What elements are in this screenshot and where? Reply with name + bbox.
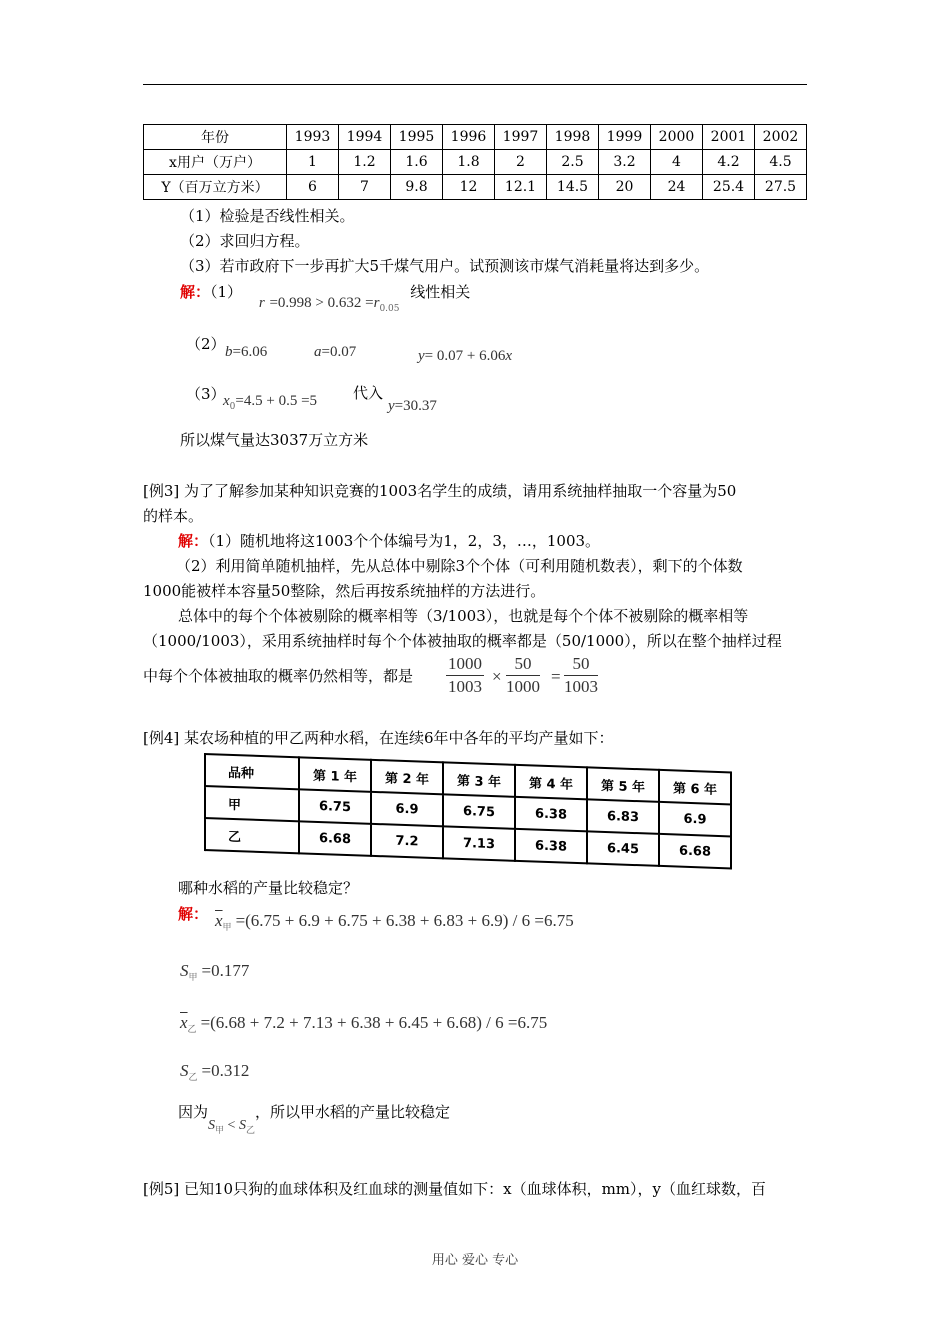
math-expr: =0.07 [321, 344, 357, 360]
math-var: b [225, 344, 233, 360]
conclusion-text: 因为 [178, 1103, 209, 1121]
math-var: x [223, 393, 230, 409]
table-cell: 7.13 [443, 826, 515, 861]
fraction-2 [506, 654, 540, 697]
page-footer: 用心 爱心 专心 [431, 1253, 519, 1268]
table-cell: 2.5 [547, 150, 599, 175]
conclusion-text: ，所以甲水稻的产量比较稳定 [254, 1103, 450, 1121]
table-cell: 1.2 [339, 150, 391, 175]
math-expr: =0.998 > 0.632 = [269, 295, 374, 311]
math-expr: =(6.75 + 6.9 + 6.75 + 6.38 + 6.83 + 6.9) / 6 =6.75 [235, 911, 574, 930]
answer-number: （1） [210, 283, 243, 301]
example-3-line-2: 的样本。 [143, 507, 204, 525]
inequality [208, 1117, 255, 1136]
table-cell: 1996 [443, 125, 495, 150]
table-cell: 12.1 [495, 175, 547, 200]
table-cell: 1.6 [391, 150, 443, 175]
table-cell: 6.9 [659, 802, 731, 837]
table-row [144, 175, 807, 200]
example-3-para-1: 总体中的每个个体被剔除的概率相等（3/1003），也就是每个个体不被剔除的概率相等 [178, 607, 749, 625]
table-cell: 1999 [599, 125, 651, 150]
math-expr: =30.37 [394, 398, 437, 414]
times-sign: × [492, 667, 502, 686]
table-cell: 第 2 年 [371, 760, 443, 795]
fraction-3 [564, 654, 598, 697]
example-3-step-2a: （2）利用简单随机抽样，先从总体中剔除3个个体（可利用随机数表），剩下的个体数 [176, 557, 743, 575]
table-cell: 甲 [205, 786, 299, 821]
rice-yield-table-image [204, 753, 734, 876]
table-cell: 7 [339, 175, 391, 200]
math-var: y [388, 398, 395, 414]
question-2: （2）求回归方程。 [180, 232, 310, 250]
formula-r [258, 293, 404, 314]
math-var: S [180, 961, 189, 980]
solution-label [178, 903, 208, 924]
table-cell: 27.5 [755, 175, 807, 200]
fraction-1 [446, 654, 484, 697]
table-cell: 6.9 [371, 792, 443, 827]
fraction-denominator: 1003 [448, 677, 482, 696]
math-var: S [238, 1118, 246, 1133]
math-sub: 甲 [215, 1126, 225, 1136]
fraction-denominator: 1000 [506, 677, 540, 696]
math-expr: =0.177 [201, 961, 250, 980]
answer-2-number: （2） [186, 335, 226, 353]
math-expr: =4.5 + 0.5 =5 [235, 393, 318, 409]
table-cell: 1995 [391, 125, 443, 150]
table-cell: x用户（万户） [144, 150, 287, 175]
math-sub: 0.05 [379, 304, 400, 314]
table-cell: 24 [651, 175, 703, 200]
math-var: $\overline{x}$ [180, 1013, 188, 1032]
example-4-question: 哪种水稻的产量比较稳定？ [178, 879, 359, 897]
math-var: a [314, 344, 322, 360]
formula-y-result [388, 396, 437, 415]
math-expr: < [224, 1118, 239, 1133]
table-cell: 2000 [651, 125, 703, 150]
math-sub: 甲 [222, 923, 232, 933]
solution-label: 解： [180, 283, 211, 301]
formula-a [314, 342, 356, 361]
table-cell: 9.8 [391, 175, 443, 200]
example-3-step-1 [178, 530, 600, 551]
table-cell: 6.83 [587, 799, 659, 834]
formula-std-a [180, 961, 249, 983]
question-1: （1）检验是否线性相关。 [180, 207, 355, 225]
table-cell: 14.5 [547, 175, 599, 200]
table-cell: 6.68 [659, 834, 731, 869]
table-row [144, 125, 807, 150]
table-cell: 1997 [495, 125, 547, 150]
table-cell: 第 1 年 [299, 757, 371, 792]
fraction-denominator: 1003 [564, 677, 598, 696]
table-cell: 第 5 年 [587, 767, 659, 802]
solution-label: 解： [178, 532, 209, 550]
solution-label-text: 解： [178, 905, 209, 923]
question-3: （3）若市政府下一步再扩大5千煤气用户。试预测该市煤气消耗量将达到多少。 [180, 257, 710, 275]
table-cell: 6.45 [587, 831, 659, 866]
math-expr: = 0.07 + 6.06 [424, 348, 506, 364]
step-text: （1）随机地将这1003个个体编号为1，2，3，…，1003。 [208, 532, 601, 550]
formula-regression [418, 346, 512, 365]
table-cell: 1.8 [443, 150, 495, 175]
conclusion: 所以煤气量达3037万立方米 [180, 431, 369, 449]
table-cell: 25.4 [703, 175, 755, 200]
header-rule [143, 84, 807, 85]
solution-1 [180, 281, 471, 314]
math-sub: 乙 [187, 1025, 197, 1035]
fraction-numerator: 50 [564, 654, 598, 676]
math-sub: 乙 [188, 1073, 198, 1083]
table-cell: 第 3 年 [443, 762, 515, 797]
math-sub: 0 [229, 402, 236, 412]
equals-sign: = [551, 667, 561, 686]
example-4-conclusion [178, 1101, 450, 1136]
table-cell: 12 [443, 175, 495, 200]
table-cell: 6.38 [515, 829, 587, 864]
table-cell: 7.2 [371, 824, 443, 859]
formula-std-b [180, 1061, 249, 1083]
math-sub: 乙 [245, 1126, 255, 1136]
example-3-para-2: （1000/1003），采用系统抽样时每个个体被抽取的概率都是（50/1000），所以在整个抽样过程 [143, 632, 782, 650]
table-cell: 1 [287, 150, 339, 175]
table-cell: 第 6 年 [659, 770, 731, 805]
math-var: r [258, 295, 265, 311]
table-cell: 品种 [205, 754, 299, 789]
example-3-line-1: [例3] 为了了解参加某种知识竞赛的1003名学生的成绩，请用系统抽样抽取一个容量为50 [143, 482, 737, 500]
rice-yield-table [204, 753, 732, 869]
table-cell: 6.75 [299, 789, 371, 824]
table-cell: 乙 [205, 818, 299, 853]
math-var: S [208, 1118, 216, 1133]
answer-3-number: （3） [186, 385, 226, 403]
gas-usage-table [143, 124, 807, 200]
math-expr: =0.312 [201, 1061, 250, 1080]
table-cell: 6.38 [515, 797, 587, 832]
table-cell: 6.68 [299, 821, 371, 856]
example-4-line-1: [例4] 某农场种植的甲乙两种水稻，在连续6年中各年的平均产量如下： [143, 729, 614, 747]
fraction-numerator: 50 [506, 654, 540, 676]
math-var: $\overline{x}$ [215, 911, 223, 930]
table-row [144, 150, 807, 175]
math-var: S [180, 1061, 189, 1080]
table-cell: 6.75 [443, 794, 515, 829]
example-5-line-1: [例5] 已知10只狗的血球体积及红血球的测量值如下：x（血球体积，mm），y（血红球数，百 [143, 1180, 766, 1198]
math-sub: 甲 [188, 973, 198, 983]
table-cell: 4.5 [755, 150, 807, 175]
answer-text: 线性相关 [410, 283, 471, 301]
math-expr: =(6.68 + 7.2 + 7.13 + 6.38 + 6.45 + 6.68) / 6 =6.75 [200, 1013, 548, 1032]
table-cell: 2001 [703, 125, 755, 150]
formula-mean-b [180, 1013, 547, 1035]
formula-x0 [223, 391, 317, 412]
table-cell: Y（百万立方米） [144, 175, 287, 200]
fraction-numerator: 1000 [446, 654, 484, 676]
math-var: x [505, 348, 513, 364]
example-3-para-3: 中每个个体被抽取的概率仍然相等，都是 [143, 667, 414, 685]
math-var: r [373, 295, 380, 311]
table-cell: 6 [287, 175, 339, 200]
table-cell: 2002 [755, 125, 807, 150]
table-cell: 年份 [144, 125, 287, 150]
substitute-label: 代入 [353, 384, 384, 402]
table-cell: 4 [651, 150, 703, 175]
example-3-step-2b: 1000能被样本容量50整除，然后再按系统抽样的方法进行。 [143, 582, 546, 600]
table-cell: 3.2 [599, 150, 651, 175]
table-cell: 1998 [547, 125, 599, 150]
table-cell: 20 [599, 175, 651, 200]
math-var: y [418, 348, 425, 364]
table-cell: 4.2 [703, 150, 755, 175]
table-cell: 1993 [287, 125, 339, 150]
table-cell: 1994 [339, 125, 391, 150]
math-expr: =6.06 [232, 344, 268, 360]
formula-b [225, 342, 267, 361]
formula-mean-a [215, 911, 574, 933]
table-cell: 第 4 年 [515, 765, 587, 800]
table-cell: 2 [495, 150, 547, 175]
